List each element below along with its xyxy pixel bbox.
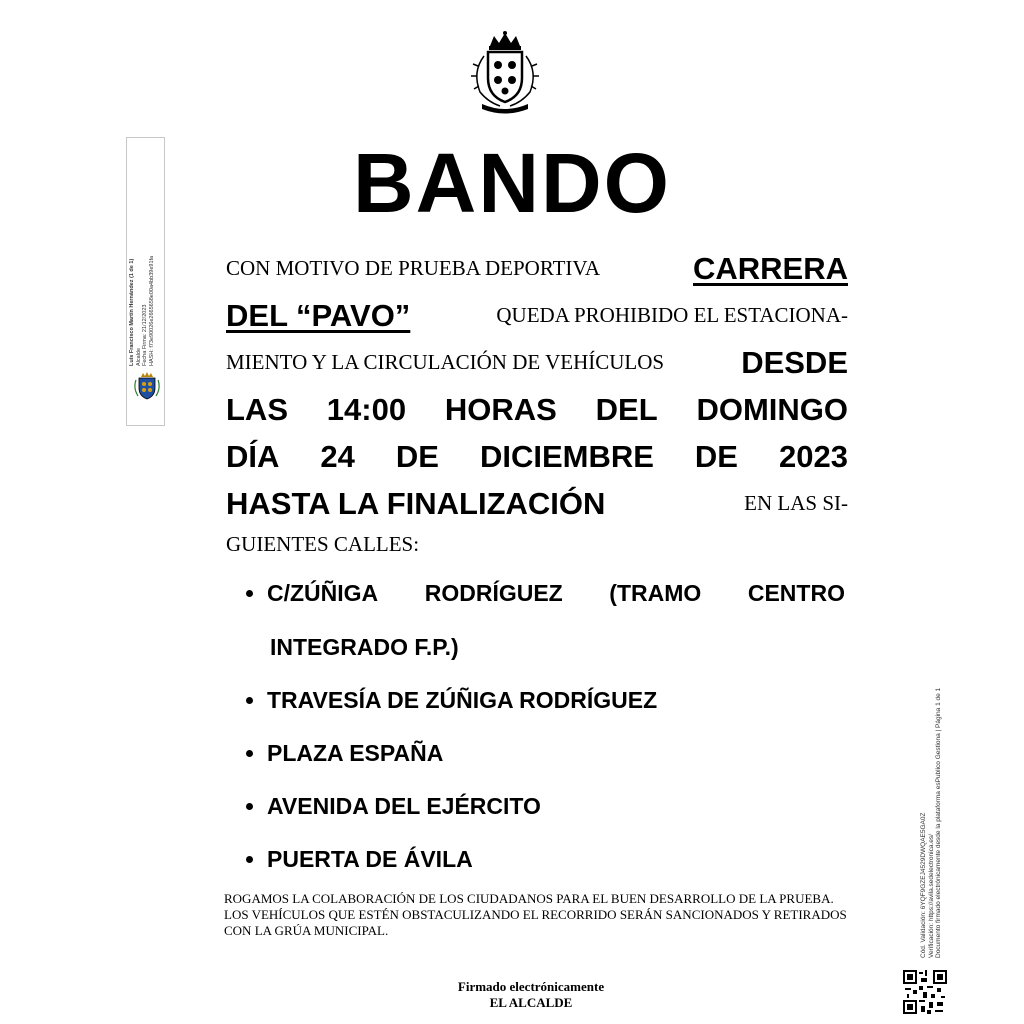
emphasis-word: LAS [226, 391, 288, 427]
body-line-1 [226, 245, 848, 292]
body-line-6 [226, 480, 848, 527]
event-name: DEL “PAVO” [226, 297, 411, 333]
emphasis-word: 24 [320, 438, 355, 474]
stamp-role: Alcalde [135, 347, 142, 366]
street-word: CENTRO [747, 579, 845, 606]
body-text: CON MOTIVO DE PRUEBA DEPORTIVA [226, 256, 601, 280]
list-item [246, 780, 848, 833]
stamp-hash: HASH: f73e90026e2665658e00a4bb39e91fa [148, 255, 155, 366]
verification-url: Verificación: https://avila.sedelectronica.es/ [927, 834, 935, 958]
emphasis-word: DE [694, 438, 738, 474]
emphasis-word: DE [395, 438, 439, 474]
emphasis-word: DEL [595, 391, 658, 427]
street-name: TRAVESÍA DE ZÚÑIGA RODRÍGUEZ [267, 687, 658, 713]
body-text: GUIENTES CALLES: [226, 531, 420, 556]
street-name: PUERTA DE ÁVILA [267, 846, 473, 872]
stamp-date: Fecha Firma: 21/12/2023 [142, 304, 148, 366]
emphasis-word: DÍA [226, 438, 280, 474]
signature-role: EL ALCALDE [489, 995, 573, 1010]
emphasis-word: 2023 [778, 438, 848, 474]
bullet-icon [246, 750, 253, 757]
event-name: CARRERA [693, 250, 848, 286]
emphasis-text: DESDE [741, 344, 848, 380]
bullet-icon [246, 803, 253, 810]
body-text: EN LAS SI- [744, 491, 848, 515]
street-word: (TRAMO [609, 579, 702, 606]
signature-block [0, 979, 1024, 1011]
emphasis-word: 14:00 [326, 391, 407, 427]
page-title: BANDO [353, 136, 671, 230]
small-coat-of-arms-icon [132, 372, 162, 400]
body-text: MIENTO Y LA CIRCULACIÓN DE VEHÍCULOS [226, 350, 665, 374]
street-word: RODRÍGUEZ [424, 579, 563, 606]
notes [224, 891, 854, 939]
body-line-7 [226, 527, 848, 561]
body-line-5 [226, 433, 848, 480]
note-paragraph: LOS VEHÍCULOS QUE ESTÉN OBSTACULIZANDO EL RECORRIDO SERÁN SANCIONADOS Y RETIRADOS CON LA GRÚA MUNICIPAL. [224, 907, 847, 938]
emphasis-text: HASTA LA FINALIZACIÓN [226, 485, 606, 521]
emphasis-word: DOMINGO [696, 391, 848, 427]
street-list [246, 566, 848, 886]
list-item [246, 566, 848, 620]
street-name: AVENIDA DEL EJÉRCITO [267, 793, 541, 819]
bullet-icon [246, 697, 253, 704]
bullet-icon [246, 590, 253, 597]
body-line-4 [226, 386, 848, 433]
note-paragraph: ROGAMOS LA COLABORACIÓN DE LOS CIUDADANOS PARA EL BUEN DESARROLLO DE LA PRUEBA. [224, 891, 834, 906]
signature-line: Firmado electrónicamente [457, 979, 605, 994]
emphasis-word: HORAS [444, 391, 557, 427]
announcement-body [226, 245, 848, 561]
verification-platform: Documento firmado electrónicamente desde la plataforma esPublico Gestiona | Página 1 de 1 [935, 687, 942, 958]
list-item [246, 727, 848, 780]
stamp-signer: Luis Francisco Martín Hernández (1 de 1) [129, 258, 135, 366]
coat-of-arms-icon [460, 30, 550, 115]
bullet-icon [246, 856, 253, 863]
list-item [246, 674, 848, 727]
verification-code: Cód. Validación: 6YQF9GZEJ4529DWQAE5GA0Z [920, 812, 927, 958]
body-line-3 [226, 339, 848, 386]
street-name: INTEGRADO F.P.) [270, 633, 459, 660]
street-name: PLAZA ESPAÑA [267, 740, 444, 766]
street-name [267, 580, 845, 607]
street-word: C/ZÚÑIGA [267, 579, 379, 606]
emphasis-word: DICIEMBRE [479, 438, 654, 474]
qr-code-icon [903, 970, 947, 1014]
verification-block [920, 638, 943, 958]
stamp-text [129, 166, 155, 366]
list-item [246, 833, 848, 886]
body-text: QUEDA PROHIBIDO EL ESTACIONA- [496, 303, 848, 327]
body-line-2 [226, 292, 848, 339]
list-item-continuation [246, 620, 848, 674]
